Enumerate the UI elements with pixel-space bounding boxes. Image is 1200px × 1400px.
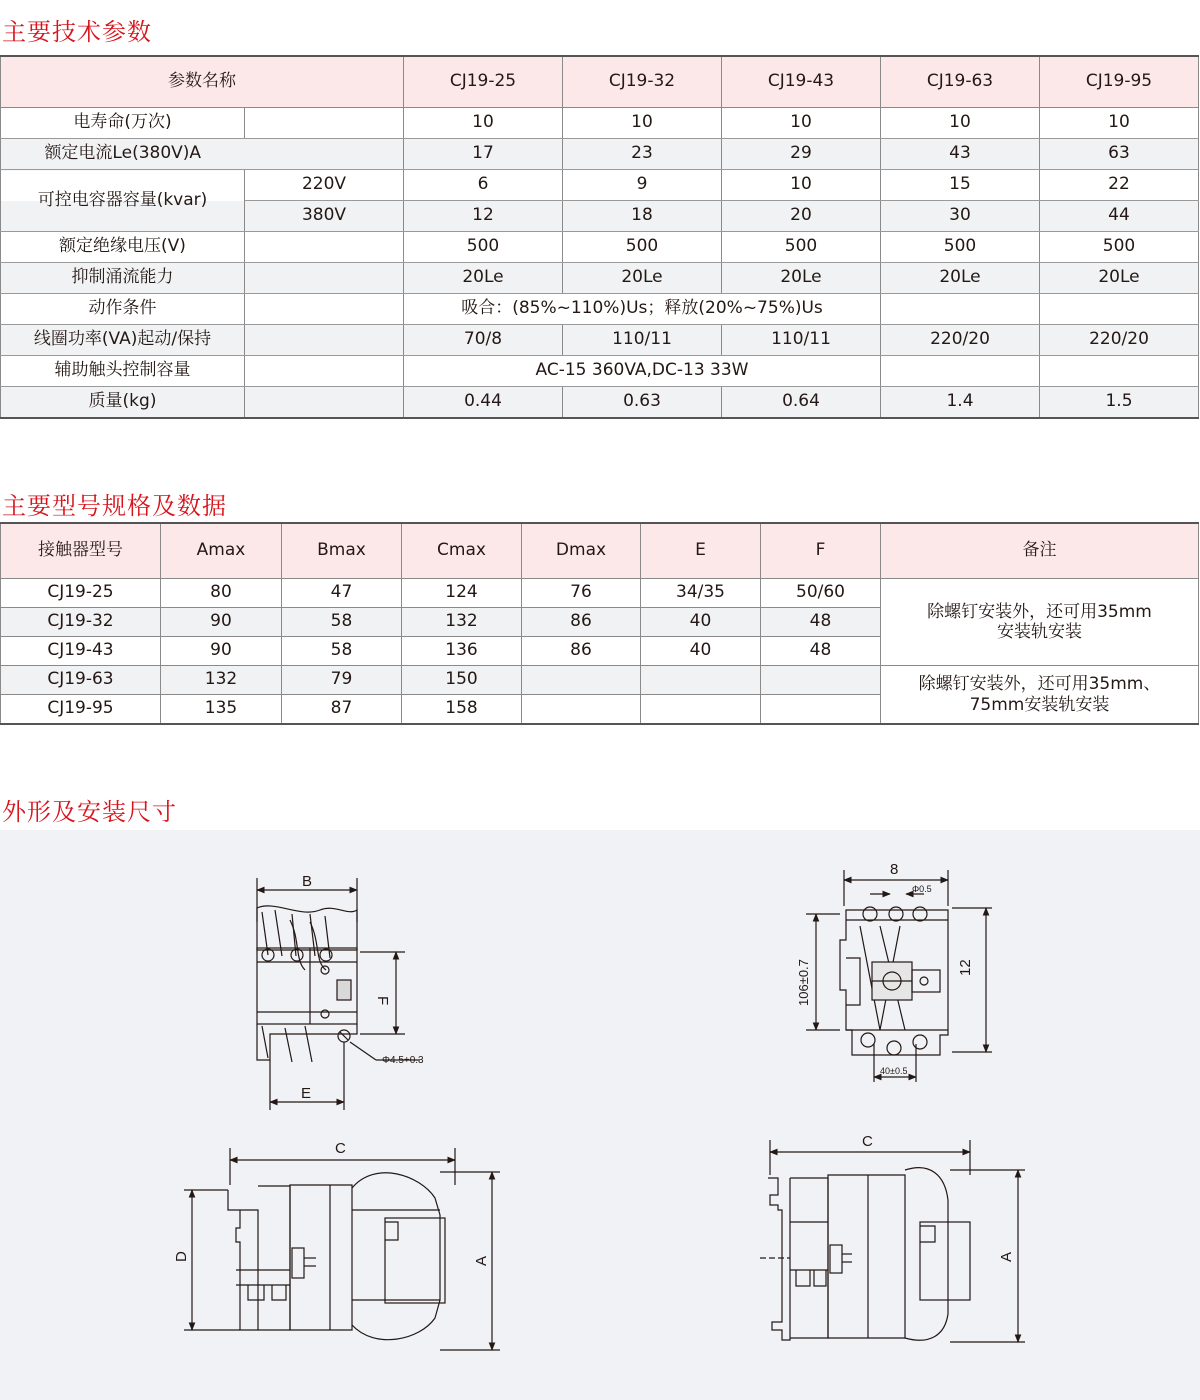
note-line: 除螺钉安装外，还可用35mm、: [918, 674, 1161, 695]
table-cell: 48: [761, 608, 881, 637]
dim-label-a-small: A: [473, 1255, 490, 1266]
table-cell: 1.4: [881, 387, 1040, 419]
row-sublabel: 380V: [245, 201, 404, 232]
header-cmax: Cmax: [402, 523, 522, 579]
table-cell: 10: [722, 170, 881, 201]
dim-label-right: 12: [957, 959, 974, 976]
dim-label-a-large: A: [998, 1251, 1015, 1262]
table-row: [1, 356, 1199, 387]
table-cell: 23: [563, 139, 722, 170]
table-row: [1, 139, 1199, 170]
header-model: CJ19-95: [1040, 56, 1199, 108]
header-model: 接触器型号: [1, 523, 161, 579]
table-cell: 70/8: [404, 325, 563, 356]
header-model: CJ19-43: [722, 56, 881, 108]
empty-cell: [245, 387, 404, 419]
table-row: [1, 232, 1199, 263]
header-f: F: [761, 523, 881, 579]
header-model: CJ19-32: [563, 56, 722, 108]
table-header-row: [1, 56, 1199, 108]
note-line: 安装轨安装: [997, 622, 1082, 642]
table-row: [1, 294, 1199, 325]
dim-label-top: 8: [890, 861, 899, 878]
dim-label-c-small: C: [335, 1140, 346, 1157]
empty-cell: [245, 325, 404, 356]
table-row: [1, 108, 1199, 139]
dimension-drawing-area: [0, 830, 1200, 1400]
table-cell: 500: [722, 232, 881, 263]
table-cell: 110/11: [563, 325, 722, 356]
table-row: [1, 387, 1199, 419]
empty-cell: [881, 356, 1040, 387]
table-cell: [522, 666, 641, 695]
dimension-drawings: [0, 830, 1200, 1400]
table-cell: 40: [641, 608, 761, 637]
table-cell: 90: [161, 637, 282, 666]
table-cell: 132: [161, 666, 282, 695]
note-line: 75mm安装轨安装: [969, 694, 1110, 715]
note-cell: [881, 579, 1199, 666]
front-view-small: [257, 878, 420, 1110]
tech-params-table: [0, 55, 1199, 419]
table-cell: 20Le: [1040, 263, 1199, 294]
table-cell: 76: [522, 579, 641, 608]
header-note: 备注: [881, 523, 1199, 579]
header-model: CJ19-63: [881, 56, 1040, 108]
table-cell: 0.63: [563, 387, 722, 419]
header-param-name: 参数名称: [1, 56, 404, 108]
table-cell: 20Le: [404, 263, 563, 294]
table-cell: 90: [161, 608, 282, 637]
table-cell: 220/20: [1040, 325, 1199, 356]
table-cell: 29: [722, 139, 881, 170]
table-row: [1, 263, 1199, 294]
table-cell: 10: [881, 108, 1040, 139]
row-label: 动作条件: [1, 294, 245, 325]
dim-label-b: B: [302, 873, 313, 890]
header-e: E: [641, 523, 761, 579]
table-cell: 40: [641, 637, 761, 666]
table-cell: 43: [881, 139, 1040, 170]
table-cell: 58: [282, 608, 402, 637]
table-cell: [641, 695, 761, 725]
dim-label-left: 106±0.7: [796, 959, 811, 1006]
table-cell: 136: [402, 637, 522, 666]
table-cell: 15: [881, 170, 1040, 201]
table-cell: CJ19-63: [1, 666, 161, 695]
section-title-tech-params: 主要技术参数: [2, 18, 152, 46]
table-cell: 63: [1040, 139, 1199, 170]
table-cell: 30: [881, 201, 1040, 232]
table-cell: [761, 666, 881, 695]
table-cell: 0.44: [404, 387, 563, 419]
table-cell: [761, 695, 881, 725]
table-cell: 0.64: [722, 387, 881, 419]
section-title-models: 主要型号规格及数据: [2, 492, 227, 520]
table-header-row: [1, 523, 1199, 579]
empty-cell: [1040, 294, 1199, 325]
table-cell: 500: [1040, 232, 1199, 263]
table-cell: 47: [282, 579, 402, 608]
table-cell: 20: [722, 201, 881, 232]
table-cell: 124: [402, 579, 522, 608]
table-cell: 58: [282, 637, 402, 666]
table-cell: 9: [563, 170, 722, 201]
table-cell: 150: [402, 666, 522, 695]
header-amax: Amax: [161, 523, 282, 579]
table-cell: 10: [563, 108, 722, 139]
header-dmax: Dmax: [522, 523, 641, 579]
table-cell: 500: [404, 232, 563, 263]
table-cell: [641, 666, 761, 695]
row-label: 质量(kg): [1, 387, 245, 419]
table-cell: 86: [522, 637, 641, 666]
row-sublabel: 220V: [245, 170, 404, 201]
section-title-dimensions: 外形及安装尺寸: [2, 798, 177, 826]
table-cell: 135: [161, 695, 282, 725]
table-cell: 34/35: [641, 579, 761, 608]
table-row: [1, 579, 1199, 608]
empty-cell: [245, 232, 404, 263]
table-cell: 132: [402, 608, 522, 637]
empty-cell: [1040, 356, 1199, 387]
dim-label-e: E: [301, 1085, 312, 1102]
note-cell: [881, 666, 1199, 725]
model-spec-table: [0, 522, 1199, 725]
table-cell: 86: [522, 608, 641, 637]
merged-cell: 吸合：(85%~110%)Us；释放(20%~75%)Us: [404, 294, 881, 325]
row-label: 辅助触头控制容量: [1, 356, 245, 387]
table-row: [1, 170, 1199, 201]
table-row: [1, 666, 1199, 695]
side-view-small: [184, 1148, 500, 1350]
table-cell: 18: [563, 201, 722, 232]
table-cell: 22: [1040, 170, 1199, 201]
empty-cell: [245, 108, 404, 139]
table-cell: 10: [404, 108, 563, 139]
table-cell: CJ19-95: [1, 695, 161, 725]
header-bmax: Bmax: [282, 523, 402, 579]
table-cell: CJ19-25: [1, 579, 161, 608]
table-cell: 17: [404, 139, 563, 170]
table-cell: 1.5: [1040, 387, 1199, 419]
table-cell: 158: [402, 695, 522, 725]
table-cell: CJ19-43: [1, 637, 161, 666]
row-label: 抑制涌流能力: [1, 263, 245, 294]
table-cell: 20Le: [722, 263, 881, 294]
table-cell: 48: [761, 637, 881, 666]
dim-label-bottom: 40±0.5: [880, 1066, 908, 1076]
row-label: 可控电容器容量(kvar): [1, 170, 245, 232]
note-line: 除螺钉安装外，还可用35mm: [927, 601, 1152, 622]
table-cell: 500: [881, 232, 1040, 263]
empty-cell: [245, 294, 404, 325]
dim-label-c-large: C: [862, 1133, 873, 1150]
table-cell: 20Le: [563, 263, 722, 294]
table-cell: 220/20: [881, 325, 1040, 356]
table-cell: 12: [404, 201, 563, 232]
empty-cell: [245, 356, 404, 387]
table-cell: 44: [1040, 201, 1199, 232]
table-cell: 79: [282, 666, 402, 695]
row-label: 线圈功率(VA)起动/保持: [1, 325, 245, 356]
table-cell: 10: [1040, 108, 1199, 139]
table-cell: 87: [282, 695, 402, 725]
table-cell: 110/11: [722, 325, 881, 356]
table-cell: [522, 695, 641, 725]
dim-label-hole: Φ4.5+0.3: [382, 1055, 424, 1066]
table-cell: CJ19-32: [1, 608, 161, 637]
table-cell: 10: [722, 108, 881, 139]
table-cell: 6: [404, 170, 563, 201]
row-label: 额定电流Le(380V)A: [1, 139, 245, 170]
row-label: 额定绝缘电压(V): [1, 232, 245, 263]
merged-cell: AC-15 360VA,DC-13 33W: [404, 356, 881, 387]
table-cell: 20Le: [881, 263, 1040, 294]
empty-cell: [245, 139, 404, 170]
row-label: 电寿命(万次): [1, 108, 245, 139]
empty-cell: [881, 294, 1040, 325]
table-row: [1, 325, 1199, 356]
table-cell: 500: [563, 232, 722, 263]
dim-label-d: D: [173, 1251, 190, 1262]
table-cell: 80: [161, 579, 282, 608]
side-view-large: [760, 1140, 1025, 1342]
empty-cell: [245, 263, 404, 294]
header-model: CJ19-25: [404, 56, 563, 108]
dim-label-f: F: [374, 996, 391, 1006]
table-cell: 50/60: [761, 579, 881, 608]
dim-label-phi: Φ0.5: [912, 884, 932, 894]
